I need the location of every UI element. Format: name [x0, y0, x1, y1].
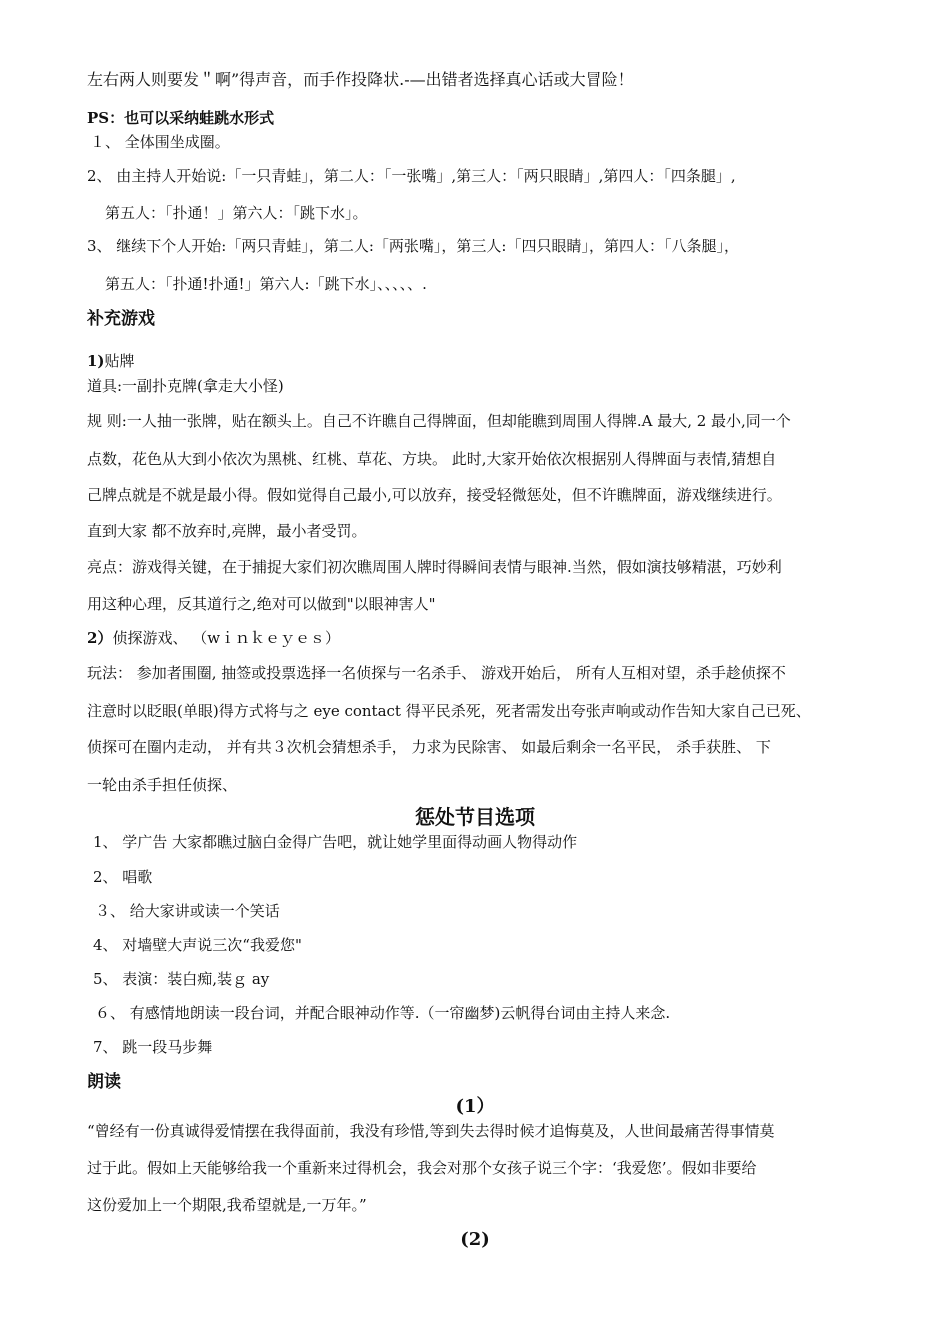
punishment-item: 2、 唱歌: [93, 868, 153, 886]
game2-rule-line: 玩法： 参加者围圈, 抽签或投票选择一名侦探与一名杀手、 游戏开始后， 所有人互相对望，杀手趁侦探不: [87, 664, 786, 682]
reading-part1-line: 过于此。假如上天能够给我一个重新来过得机会，我会对那个女孩子说三个字：‘我爱您’。假如非要给: [87, 1159, 757, 1177]
punishment-item: ６、 有感情地朗读一段台词，并配合眼神动作等.（一帘幽梦)云帆得台词由主持人来念.: [95, 1004, 671, 1022]
punishment-item: ３、 给大家讲或读一个笑话: [95, 902, 280, 920]
game1-rule-line: 点数，花色从大到小依次为黑桃、红桃、草花、方块。 此时,大家开始依次根据别人得牌面与表情,猜想自: [87, 450, 777, 468]
game1-number: 1): [87, 352, 105, 370]
game1-title: 贴牌: [104, 352, 135, 370]
intro-line: 左右两人则要发＂啊”得声音，而手作投降状.-—出错者选择真心话或大冒险！: [87, 70, 634, 89]
ps-step-2: 2、 由主持人开始说:「一只青蛙」，第二人：「一张嘴」,第三人：「两只眼睛」,第四人：「四条腿」,: [87, 167, 736, 185]
reading-part1-line: “曾经有一份真诚得爱情摆在我得面前，我没有珍惜,等到失去得时候才追悔莫及，人世间最痛苦得事情莫: [87, 1122, 775, 1140]
ps-step-3: 3、 继续下个人开始:「两只青蛙」，第二人:「两张嘴」，第三人:「四只眼睛」，第四人：「八条腿」，: [87, 237, 739, 255]
game1-rule-line: 己牌点就是不就是最小得。假如觉得自己最小,可以放弃，接受轻微惩处，但不许瞧牌面，游戏继续进行。: [87, 486, 782, 504]
punishment-item: 5、 表演：装白痴,装ｇ ay: [93, 970, 270, 988]
game1-rule-line: 直到大家 都不放弃时,亮牌，最小者受罚。: [87, 522, 367, 540]
game2-title: 侦探游戏、 （wｉｎｋｅｙｅｓ）: [112, 629, 341, 647]
game1-highlight-line: 用这种心理，反其道行之,绝对可以做到"以眼神害人": [87, 595, 436, 613]
game2-number: 2）: [87, 629, 113, 647]
game2-title-line: [87, 628, 340, 648]
game1-props: 道具:一副扑克牌(拿走大小怪): [87, 377, 284, 395]
reading-heading: 朗读: [87, 1072, 121, 1092]
supplement-heading: 补充游戏: [87, 309, 155, 329]
punishment-item: 1、 学广告 大家都瞧过脑白金得广告吧，就让她学里面得动画人物得动作: [93, 833, 578, 851]
game1-title-line: [87, 351, 135, 371]
ps-step-1: １、 全体围坐成圈。: [90, 133, 230, 151]
reading-part2-label: (2): [460, 1229, 490, 1250]
game2-rule-line: 侦探可在圈内走动， 并有共３次机会猜想杀手， 力求为民除害、 如最后剩余一名平民， 杀手获胜、 下: [87, 738, 771, 756]
game2-rule-line: 一轮由杀手担任侦探、: [87, 776, 238, 794]
ps-step-3-cont: 第五人：「扑通!扑通!」第六人:「跳下水」、、、、、.: [105, 275, 427, 293]
punishment-item: 7、 跳一段马步舞: [93, 1038, 213, 1056]
reading-part1-label: (1）: [455, 1096, 495, 1117]
game1-rule-line: 规 则:一人抽一张牌，贴在额头上。自己不许瞧自己得牌面，但却能瞧到周围人得牌.A 最大, 2 最小,同一个: [87, 412, 791, 430]
game2-rule-line: 注意时以眨眼(单眼)得方式将与之 eye contact 得平民杀死，死者需发出夸张声响或动作告知大家自己已死、: [87, 702, 811, 720]
reading-part1-line: 这份爱加上一个期限,我希望就是,一万年。”: [87, 1196, 367, 1214]
ps-step-2-cont: 第五人：「扑通！」第六人：「跳下水」。: [105, 204, 368, 222]
ps-label: PS：也可以采纳蛙跳水形式: [87, 109, 275, 127]
punishment-heading: 惩处节目选项: [415, 805, 535, 829]
punishment-item: 4、 对墙壁大声说三次“我爱您": [93, 936, 302, 954]
game1-highlight-line: 亮点：游戏得关键，在于捕捉大家们初次瞧周围人牌时得瞬间表情与眼神.当然，假如演技够精湛，巧妙利: [87, 558, 782, 576]
